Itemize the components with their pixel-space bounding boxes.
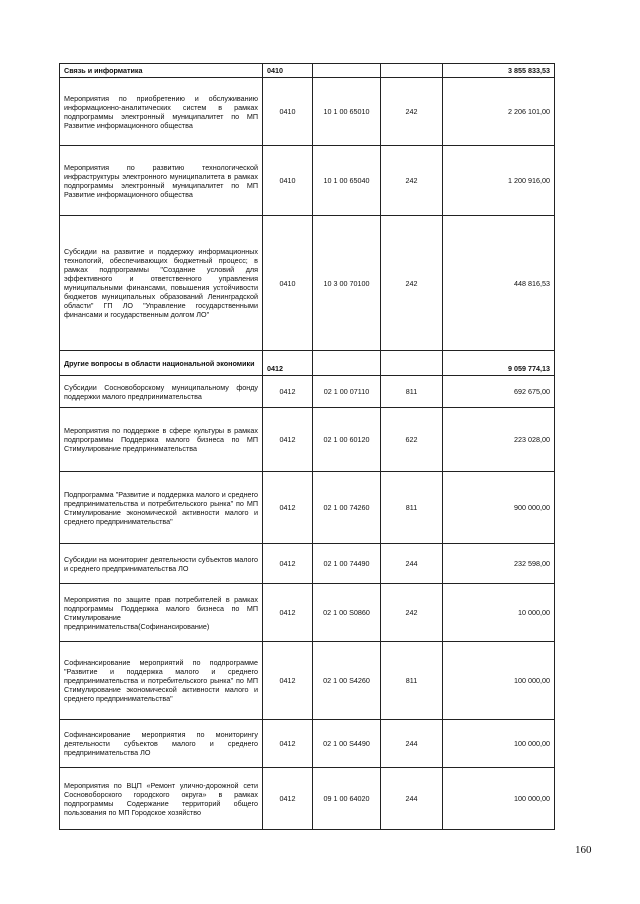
section-code-cell: 0412 <box>263 544 313 584</box>
row-name-cell: Мероприятия по развитию технологической инфраструктуры электронного муниципалитета в рамках подпрограммы электронный муниципалитет по МП Развитие информационного общества <box>60 146 263 216</box>
amount-cell: 9 059 774,13 <box>443 351 555 376</box>
table-row <box>60 78 555 146</box>
table-row <box>60 720 555 768</box>
table-row <box>60 642 555 720</box>
section-code-cell: 0412 <box>263 642 313 720</box>
expense-type-code-cell: 242 <box>381 78 443 146</box>
expense-type-code-cell: 244 <box>381 544 443 584</box>
expense-type-code-cell: 242 <box>381 584 443 642</box>
row-name-cell: Субсидии на мониторинг деятельности субъектов малого и среднего предпринимательства ЛО <box>60 544 263 584</box>
row-name-cell: Софинансирование мероприятий по подпрограмме "Развитие и поддержка малого и среднего предпринимательства и потребительского рынка" по МП Стимулирование экономической активности малого и среднего предпринимательства" <box>60 642 263 720</box>
expense-type-code-cell: 811 <box>381 472 443 544</box>
expense-type-code-cell: 242 <box>381 216 443 351</box>
section-code-cell: 0412 <box>263 768 313 830</box>
row-name-cell: Мероприятия по защите прав потребителей в рамках подпрограммы Поддержка малого бизнеса по МП Стимулирование предпринимательства(Софинансирование) <box>60 584 263 642</box>
table-row <box>60 768 555 830</box>
row-name-cell: Мероприятия по поддержке в сфере культуры в рамках подпрограммы Поддержка малого бизнеса по МП Стимулирование предпринимательства <box>60 408 263 472</box>
amount-cell: 100 000,00 <box>443 642 555 720</box>
row-name-cell: Связь и информатика <box>60 64 263 78</box>
section-header-row <box>60 64 555 78</box>
section-code-cell: 0410 <box>263 78 313 146</box>
amount-cell: 1 200 916,00 <box>443 146 555 216</box>
amount-cell: 100 000,00 <box>443 768 555 830</box>
expense-type-code-cell: 622 <box>381 408 443 472</box>
table-row <box>60 472 555 544</box>
section-code-cell: 0410 <box>263 216 313 351</box>
section-code-cell: 0412 <box>263 408 313 472</box>
amount-cell: 100 000,00 <box>443 720 555 768</box>
target-article-code-cell: 10 1 00 65040 <box>313 146 381 216</box>
row-name-cell: Мероприятия по приобретению и обслуживанию информационно-аналитических систем в рамках подпрограммы электронный муниципалитет по МП Развитие информационного общества <box>60 78 263 146</box>
table-row <box>60 376 555 408</box>
target-article-code-cell: 02 1 00 74490 <box>313 544 381 584</box>
budget-table-body <box>60 64 555 830</box>
expense-type-code-cell: 242 <box>381 146 443 216</box>
amount-cell: 2 206 101,00 <box>443 78 555 146</box>
section-code-cell: 0412 <box>263 351 313 376</box>
target-article-code-cell: 02 1 00 60120 <box>313 408 381 472</box>
amount-cell: 448 816,53 <box>443 216 555 351</box>
amount-cell: 10 000,00 <box>443 584 555 642</box>
row-name-cell: Другие вопросы в области национальной экономики <box>60 351 263 376</box>
section-code-cell: 0412 <box>263 472 313 544</box>
row-name-cell: Софинансирование мероприятия по мониторингу деятельности субъектов малого и среднего предпринимательства ЛО <box>60 720 263 768</box>
amount-cell: 223 028,00 <box>443 408 555 472</box>
table-row <box>60 544 555 584</box>
target-article-code-cell: 02 1 00 74260 <box>313 472 381 544</box>
budget-table <box>59 63 555 830</box>
table-row <box>60 216 555 351</box>
target-article-code-cell <box>313 64 381 78</box>
target-article-code-cell: 10 1 00 65010 <box>313 78 381 146</box>
section-code-cell: 0412 <box>263 376 313 408</box>
section-code-cell: 0410 <box>263 64 313 78</box>
section-code-cell: 0410 <box>263 146 313 216</box>
target-article-code-cell: 09 1 00 64020 <box>313 768 381 830</box>
expense-type-code-cell <box>381 351 443 376</box>
page-number: 160 <box>575 844 592 856</box>
expense-type-code-cell: 244 <box>381 768 443 830</box>
table-row <box>60 584 555 642</box>
target-article-code-cell: 02 1 00 07110 <box>313 376 381 408</box>
amount-cell: 232 598,00 <box>443 544 555 584</box>
row-name-cell: Подпрограмма "Развитие и поддержка малого и среднего предпринимательства и потребительского рынка" по МП Стимулирование экономической активности малого и среднего предпринимательства" <box>60 472 263 544</box>
target-article-code-cell: 02 1 00 S4490 <box>313 720 381 768</box>
amount-cell: 900 000,00 <box>443 472 555 544</box>
target-article-code-cell <box>313 351 381 376</box>
section-header-row <box>60 351 555 376</box>
amount-cell: 692 675,00 <box>443 376 555 408</box>
target-article-code-cell: 02 1 00 S4260 <box>313 642 381 720</box>
amount-cell: 3 855 833,53 <box>443 64 555 78</box>
expense-type-code-cell: 244 <box>381 720 443 768</box>
expense-type-code-cell: 811 <box>381 642 443 720</box>
expense-type-code-cell: 811 <box>381 376 443 408</box>
target-article-code-cell: 02 1 00 S0860 <box>313 584 381 642</box>
expense-type-code-cell <box>381 64 443 78</box>
table-row <box>60 408 555 472</box>
row-name-cell: Субсидии на развитие и поддержку информационных технологий, обеспечивающих бюджетный процесс; в рамках подпрограммы "Создание условий для эффективного и ответственного управления муниципальными финансами, повышения устойчивости бюджетов муниципальных образований Ленинградской области" ГП ЛО "Управление государственными финансами и государственным долгом ЛО" <box>60 216 263 351</box>
row-name-cell: Мероприятия по ВЦП «Ремонт улично-дорожной сети Сосновоборского городского округа» в рамках подпрограммы Содержание территорий общего пользования по МП Городское хозяйство <box>60 768 263 830</box>
section-code-cell: 0412 <box>263 720 313 768</box>
section-code-cell: 0412 <box>263 584 313 642</box>
row-name-cell: Субсидии Сосновоборскому муниципальному фонду поддержки малого предпринимательства <box>60 376 263 408</box>
table-row <box>60 146 555 216</box>
target-article-code-cell: 10 3 00 70100 <box>313 216 381 351</box>
